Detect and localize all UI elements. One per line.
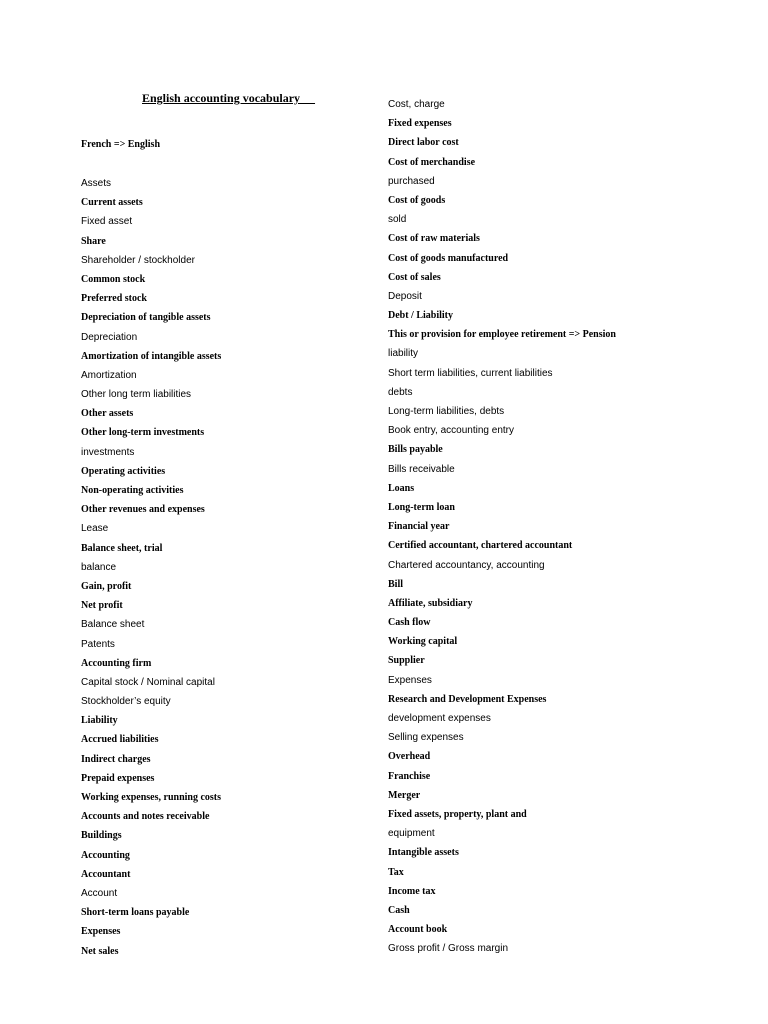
vocabulary-term: Other assets: [81, 408, 134, 420]
vocabulary-term: Income tax: [388, 885, 436, 897]
vocabulary-term: Account: [81, 887, 118, 899]
vocabulary-term: Liability: [81, 715, 118, 727]
vocabulary-term: Account book: [388, 924, 448, 936]
vocabulary-term: Amortization of intangible assets: [81, 350, 222, 362]
vocabulary-term: Accounting: [81, 849, 130, 861]
vocabulary-term: Working expenses, running costs: [81, 792, 222, 803]
vocabulary-term: Bills payable: [388, 444, 443, 456]
vocabulary-term: Debt / Liability: [388, 310, 454, 322]
vocabulary-term: investments: [81, 446, 135, 458]
vocabulary-term: Amortization: [81, 369, 137, 381]
vocabulary-term: Other long term liabilities: [81, 389, 192, 401]
vocabulary-term: Overhead: [388, 751, 431, 763]
vocabulary-term: Current assets: [81, 197, 143, 209]
vocabulary-term: Fixed expenses: [388, 118, 452, 130]
vocabulary-term: Expenses: [81, 926, 121, 938]
vocabulary-term: Cost of goods manufactured: [388, 252, 509, 264]
vocabulary-term: Share: [81, 235, 106, 247]
vocabulary-term: equipment: [388, 828, 435, 840]
vocabulary-term: Fixed asset: [81, 216, 133, 228]
vocabulary-term: Intangible assets: [388, 847, 459, 859]
vocabulary-term: Patents: [81, 638, 115, 650]
vocabulary-term: Assets: [81, 178, 112, 189]
vocabulary-term: Net profit: [81, 600, 123, 612]
vocabulary-term: Gain, profit: [81, 580, 132, 592]
vocabulary-term: Affiliate, subsidiary: [388, 597, 473, 609]
vocabulary-term: Short-term loans payable: [81, 907, 190, 919]
vocabulary-term: debts: [388, 386, 413, 398]
vocabulary-term: Supplier: [388, 655, 425, 667]
vocabulary-term: Research and Development Expenses: [388, 693, 547, 705]
vocabulary-term: Preferred stock: [81, 293, 147, 305]
vocabulary-term: Bills receivable: [388, 463, 455, 475]
right-term-column: [388, 98, 616, 961]
vocabulary-term: Fixed assets, property, plant and: [388, 808, 527, 820]
vocabulary-term: Cost of raw materials: [388, 233, 480, 245]
vocabulary-term: Certified accountant, chartered accountant: [388, 540, 573, 552]
vocabulary-term: Book entry, accounting entry: [388, 425, 514, 437]
vocabulary-term: Accounting firm: [81, 657, 152, 669]
vocabulary-term: Gross profit / Gross margin: [388, 943, 509, 955]
vocabulary-term: Long-term loan: [388, 501, 455, 513]
vocabulary-term: Expenses: [388, 674, 432, 686]
vocabulary-term: balance: [81, 561, 117, 573]
vocabulary-term: Franchise: [388, 770, 431, 782]
vocabulary-term: sold: [388, 214, 407, 226]
vocabulary-term: Tax: [388, 866, 404, 878]
vocabulary-term: Depreciation of tangible assets: [81, 312, 211, 324]
document-title: English accounting vocabulary: [142, 91, 316, 105]
vocabulary-term: Loans: [388, 482, 415, 494]
document-subtitle: French => English: [81, 139, 161, 150]
vocabulary-term: Accrued liabilities: [81, 734, 159, 746]
vocabulary-term: Net sales: [81, 945, 119, 957]
vocabulary-term: liability: [388, 348, 419, 360]
vocabulary-term: Direct labor cost: [388, 137, 459, 149]
vocabulary-term: Cost of merchandise: [388, 156, 476, 168]
vocabulary-term: Cash flow: [388, 617, 431, 629]
vocabulary-term: Deposit: [388, 290, 422, 302]
vocabulary-term: Other long-term investments: [81, 427, 205, 439]
vocabulary-term: Chartered accountancy, accounting: [388, 559, 545, 571]
vocabulary-term: Working capital: [388, 636, 458, 648]
vocabulary-term: development expenses: [388, 713, 491, 724]
vocabulary-term: This or provision for employee retirement => Pension: [388, 329, 616, 341]
left-term-column: [81, 177, 221, 964]
vocabulary-term: Capital stock / Nominal capital: [81, 676, 215, 688]
vocabulary-term: Prepaid expenses: [81, 772, 155, 784]
vocabulary-term: Common stock: [81, 273, 146, 285]
vocabulary-term: Financial year: [388, 521, 450, 533]
vocabulary-term: Cost of goods: [388, 194, 446, 206]
vocabulary-term: Lease: [81, 523, 109, 535]
vocabulary-term: Bill: [388, 578, 404, 590]
vocabulary-term: Stockholder’s equity: [81, 696, 171, 708]
vocabulary-term: Accountant: [81, 868, 131, 880]
vocabulary-term: Selling expenses: [388, 732, 464, 744]
vocabulary-term: Other revenues and expenses: [81, 504, 205, 516]
vocabulary-term: Non-operating activities: [81, 485, 184, 496]
vocabulary-term: Long-term liabilities, debts: [388, 406, 505, 417]
vocabulary-term: Indirect charges: [81, 753, 151, 765]
vocabulary-term: Depreciation: [81, 331, 138, 343]
vocabulary-term: Buildings: [81, 830, 122, 842]
vocabulary-term: Shareholder / stockholder: [81, 254, 195, 266]
vocabulary-term: Balance sheet: [81, 619, 145, 631]
vocabulary-term: Operating activities: [81, 465, 166, 477]
vocabulary-term: purchased: [388, 175, 435, 187]
vocabulary-term: Balance sheet, trial: [81, 542, 163, 554]
vocabulary-term: Short term liabilities, current liabilities: [388, 367, 553, 379]
vocabulary-term: Cash: [388, 904, 410, 916]
vocabulary-term: Merger: [388, 789, 421, 801]
vocabulary-term: Cost of sales: [388, 271, 441, 283]
vocabulary-term: Cost, charge: [388, 99, 445, 110]
vocabulary-term: Accounts and notes receivable: [81, 811, 210, 823]
